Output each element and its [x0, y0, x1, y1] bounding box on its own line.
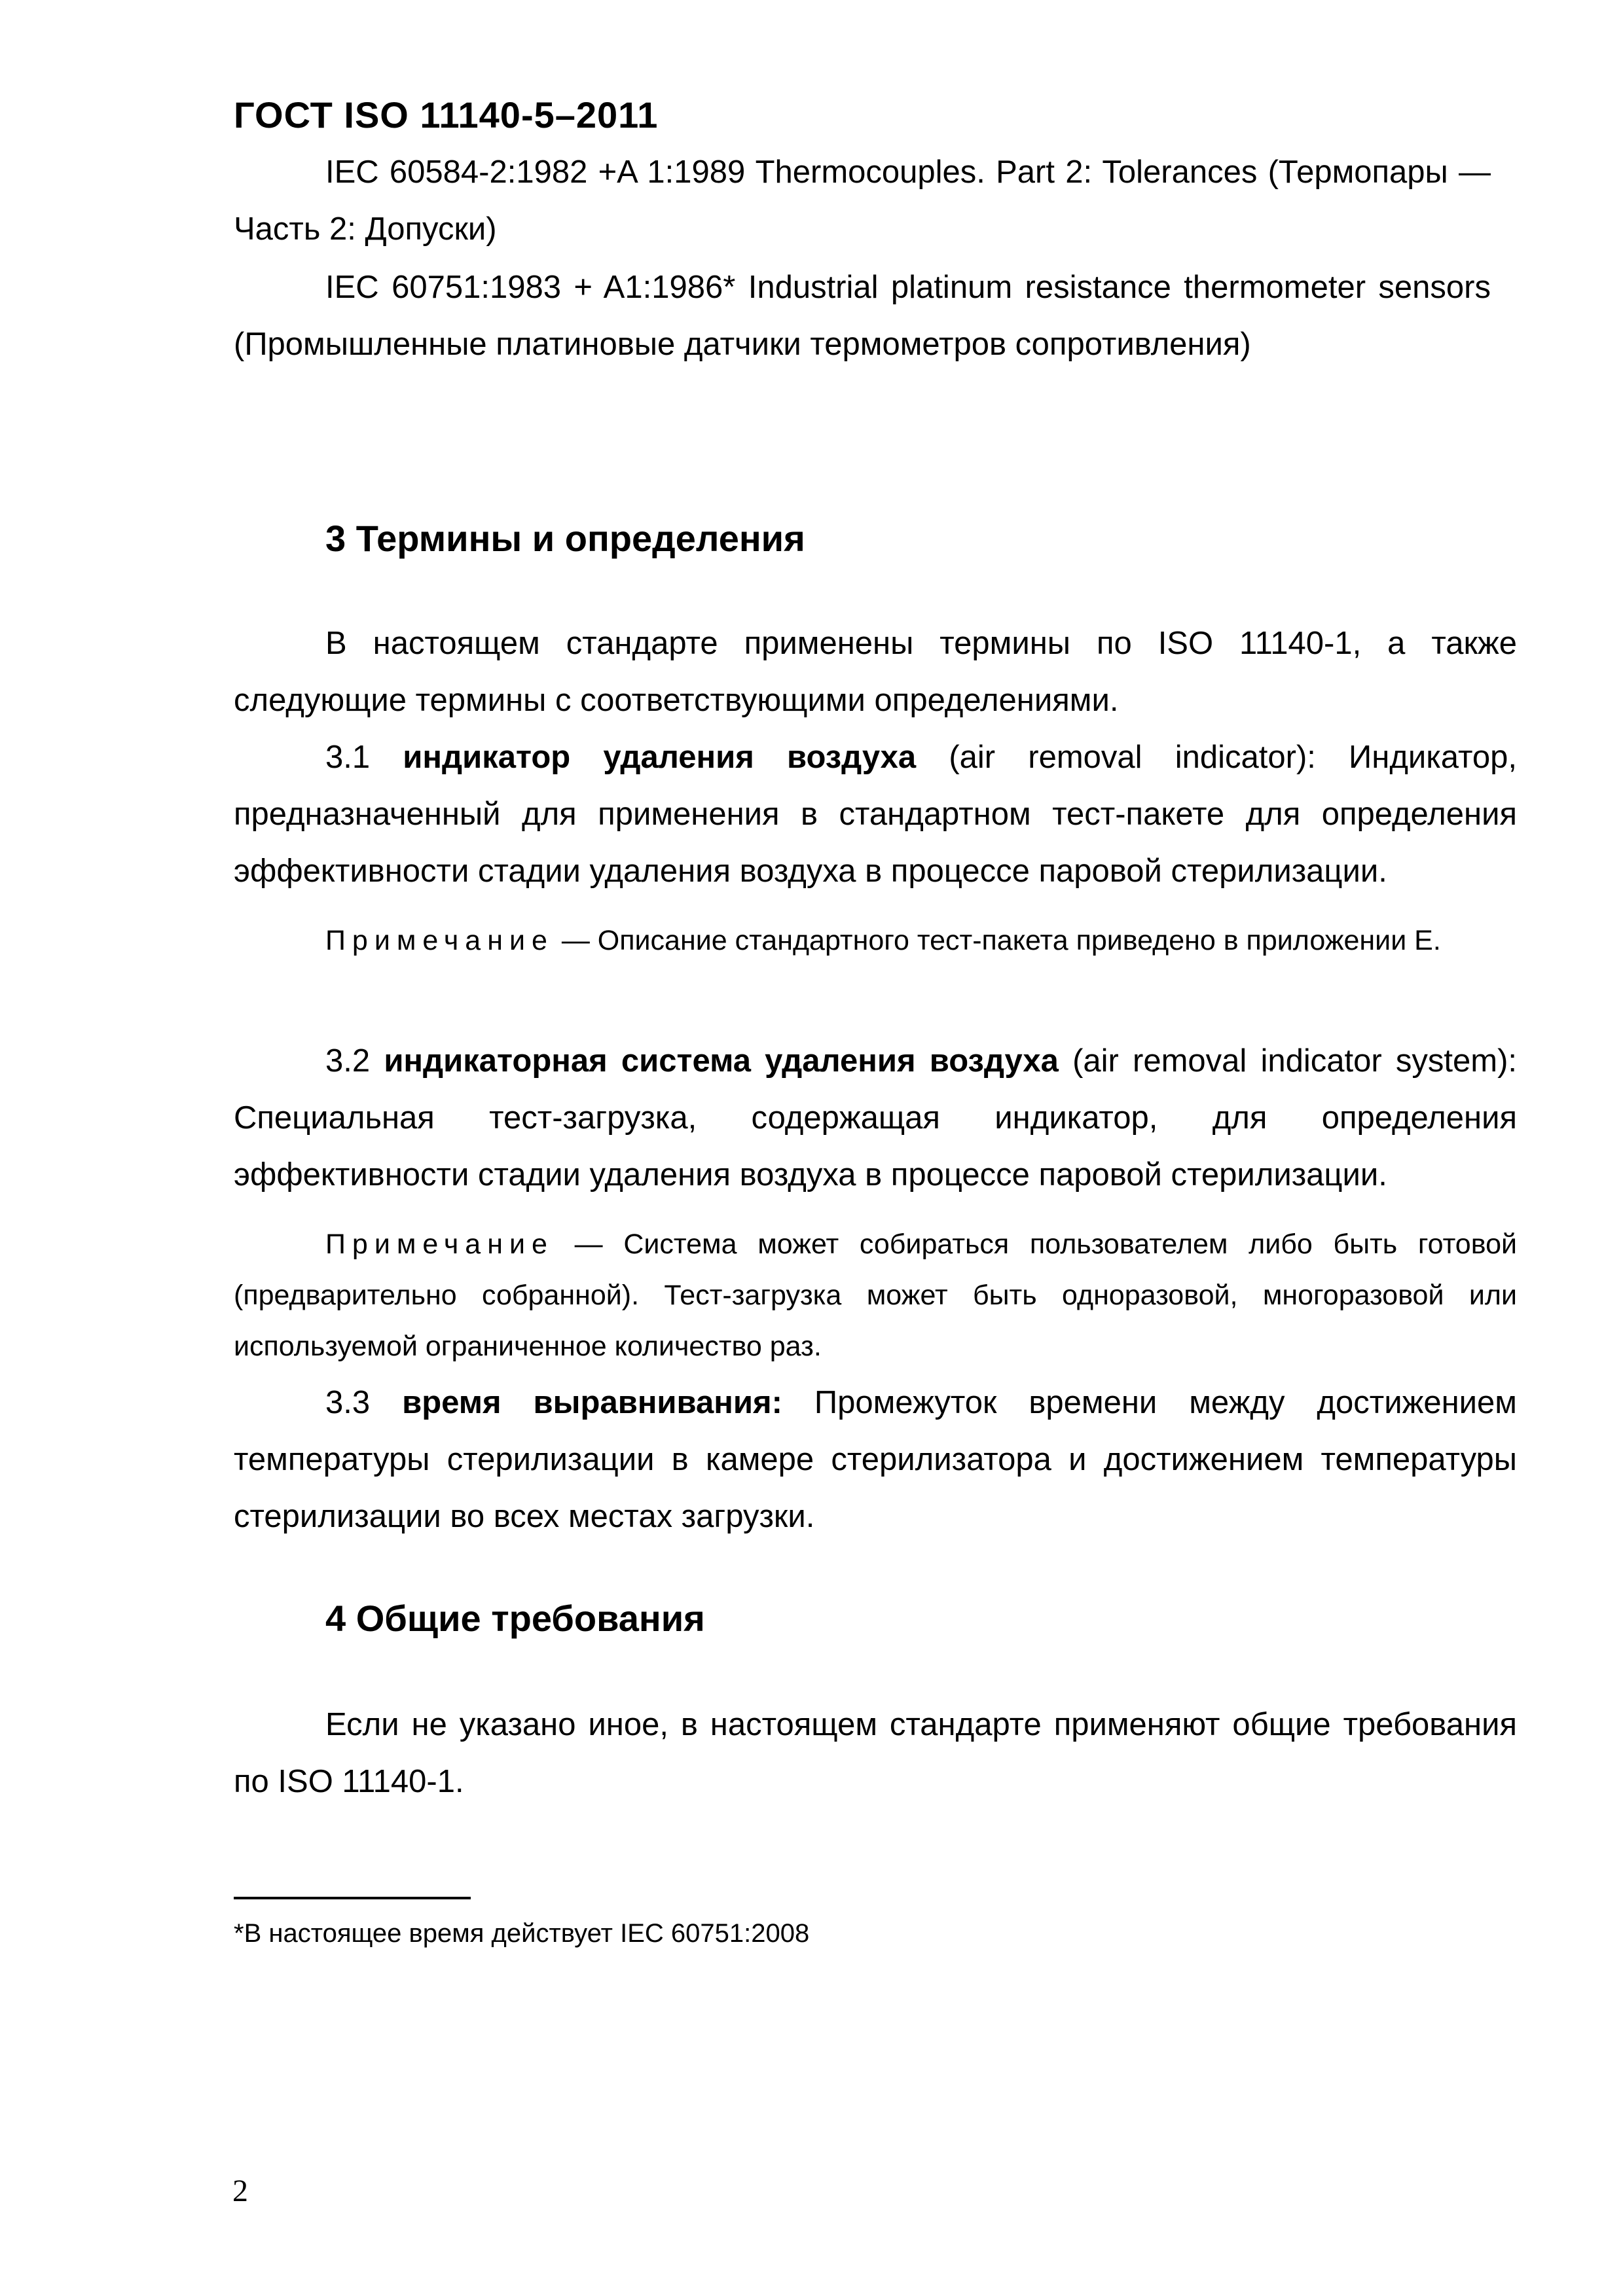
footnote: *В настоящее время действует IEC 60751:2008	[234, 1919, 810, 1948]
note-text: — Описание стандартного тест-пакета приведено в приложении Е.	[561, 925, 1441, 956]
term-3-2	[234, 1033, 1517, 1204]
document-header: ГОСТ ISO 11140-5–2011	[234, 94, 659, 135]
term-number: 3.3	[325, 1385, 371, 1420]
reference-iec-60751	[234, 259, 1491, 373]
term-3-1	[234, 729, 1517, 900]
reference-iec-60584	[234, 144, 1491, 258]
term-definition: (air removal indicator): Индикатор, предназначенный для применения в стандартном тест-пакете для определения эффективности стадии удаления воздуха в процессе паровой стерилизации.	[234, 740, 1517, 889]
term-name: время выравнивания:	[402, 1385, 782, 1420]
term-definition: Промежуток времени между достижением температуры стерилизации в камере стерилизатора и достижением температуры стерилизации во всех местах загрузки.	[234, 1385, 1517, 1534]
note-label: Примечание	[325, 1229, 554, 1260]
section-4-text	[234, 1696, 1517, 1810]
term-number: 3.2	[325, 1043, 371, 1079]
reference-text: IEC 60584-2:1982 +A 1:1989 Thermocouples. Part 2: Tolerances (Термопары — Часть 2: Допуски)	[234, 154, 1491, 247]
section-3-heading: 3 Термины и определения	[325, 518, 805, 559]
reference-text: IEC 60751:1983 + A1:1986* Industrial platinum resistance thermometer sensors (Промышленные платиновые датчики термометров сопротивления)	[234, 270, 1491, 362]
term-number: 3.1	[325, 740, 371, 775]
intro-text: В настоящем стандарте применены термины по ISO 11140-1, а также следующие термины с соответствующими определениями.	[234, 626, 1517, 718]
term-definition: (air removal indicator system): Специальная тест-загрузка, содержащая индикатор, для определения эффективности стадии удаления воздуха в процессе паровой стерилизации.	[234, 1043, 1517, 1193]
term-name: индикатор удаления воздуха	[403, 740, 917, 775]
footnote-divider	[234, 1897, 471, 1899]
note-2	[234, 1219, 1517, 1372]
note-1	[234, 915, 1517, 966]
section-4-heading: 4 Общие требования	[325, 1598, 705, 1639]
note-label: Примечание	[325, 925, 554, 956]
section-3-intro	[234, 615, 1517, 729]
term-3-3	[234, 1374, 1517, 1545]
page-number: 2	[232, 2174, 248, 2208]
note-text: — Система может собираться пользователем либо быть готовой (предварительно собранной). Тест-загрузка может быть одноразовой, многоразовой или используемой ограниченное количество раз.	[234, 1229, 1517, 1362]
term-name: индикаторная система удаления воздуха	[384, 1043, 1059, 1079]
general-requirements-text: Если не указано иное, в настоящем стандарте применяют общие требования по ISO 11140-1.	[234, 1707, 1517, 1799]
